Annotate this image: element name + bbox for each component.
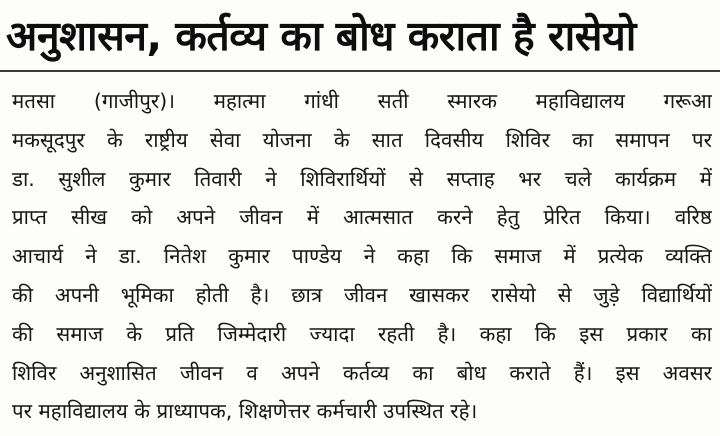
body-line: प्राप्त सीख को अपने जीवन में आत्मसात करने हेतु प्रेरित किया। वरिष्ठ	[12, 205, 712, 230]
body-line: मतसा (गाजीपुर)। महात्मा गांधी सती स्मारक महाविद्यालय गरूआ	[12, 89, 712, 113]
headline: अनुशासन, कर्तव्य का बोध कराता है रासेयो	[6, 12, 636, 60]
headline-divider	[0, 70, 720, 72]
body-line: की समाज के प्रति जिम्मेदारी ज्यादा रहती है। कहा कि इस प्रकार का	[12, 321, 712, 346]
article-body	[12, 82, 712, 431]
body-line: पर महाविद्यालय के प्राध्यापक, शिक्षणेत्तर कर्मचारी उपस्थित रहे।	[12, 399, 478, 424]
body-line: शिविर अनुशासित जीवन व अपने कर्तव्य का बोध कराते हैं। इस अवसर	[12, 360, 712, 385]
body-line: आचार्य ने डा. नितेश कुमार पाण्डेय ने कहा कि समाज में प्रत्येक व्यक्ति	[12, 244, 712, 269]
body-line: की अपनी भूमिका होती है। छात्र जीवन खासकर रासेयो से जुड़े विद्यार्थियों	[12, 282, 712, 307]
body-line: डा. सुशील कुमार तिवारी ने शिविरार्थियों से सप्ताह भर चले कार्यक्रम में	[12, 166, 712, 191]
body-line: मकसूदपुर के राष्ट्रीय सेवा योजना के सात दिवसीय शिविर का समापन पर	[12, 127, 712, 152]
